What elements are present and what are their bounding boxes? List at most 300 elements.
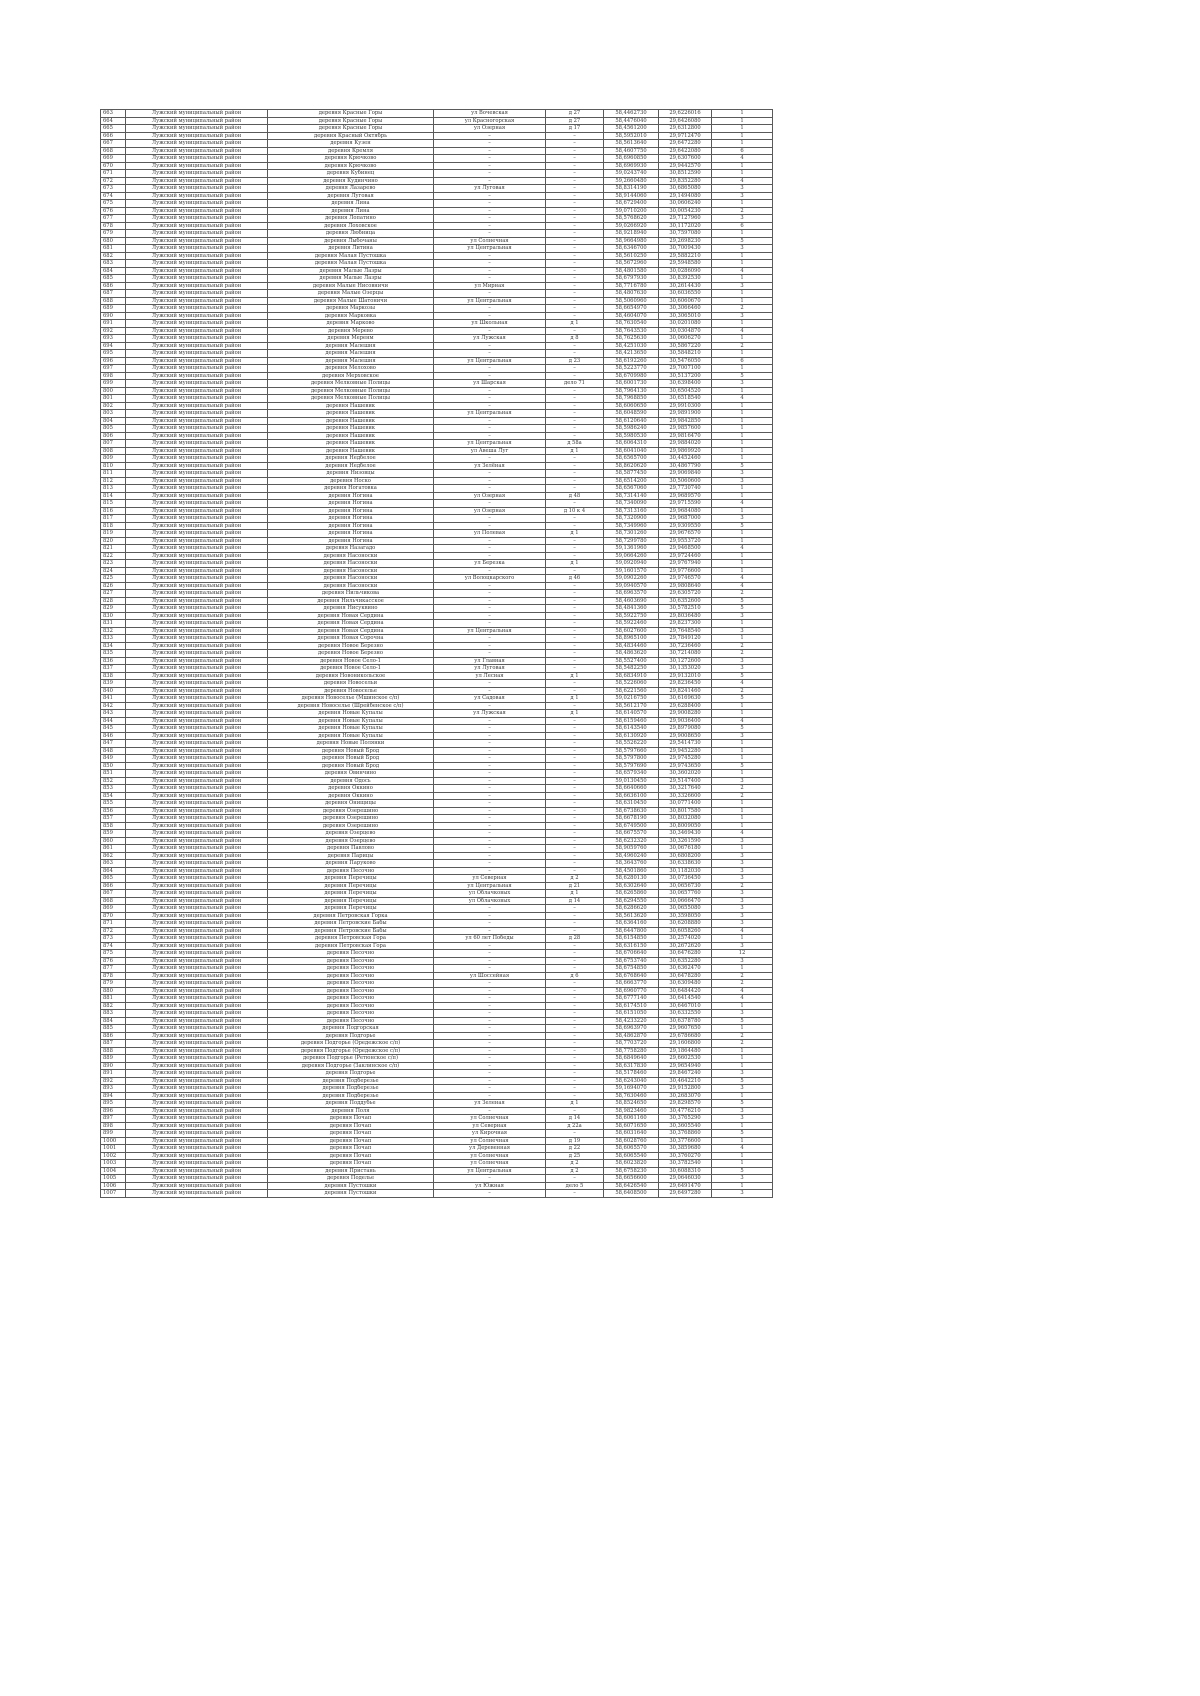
count-cell: 1 [712, 1002, 773, 1010]
table-row [101, 327, 773, 335]
house-cell: – [546, 867, 604, 875]
house-cell: д 22 [546, 1145, 604, 1153]
table-row [101, 185, 773, 193]
latitude-cell: 58,5980530 [604, 432, 659, 440]
row-number: 808 [101, 447, 126, 455]
settlement-cell: деревня Кремля [268, 147, 434, 155]
longitude-cell: 29,9687000 [659, 515, 712, 523]
street-cell: ул Центральная [434, 1167, 546, 1175]
table-row [101, 447, 773, 455]
row-number: 815 [101, 500, 126, 508]
latitude-cell: 58,6447800 [604, 927, 659, 935]
street-cell: – [434, 290, 546, 298]
street-cell: – [434, 515, 546, 523]
count-cell: 1 [712, 635, 773, 643]
row-number: 671 [101, 170, 126, 178]
district-cell: Лужский муниципальный район [126, 192, 268, 200]
count-cell: 1 [712, 350, 773, 358]
row-number: 684 [101, 267, 126, 275]
district-cell: Лужский муниципальный район [126, 215, 268, 223]
table-row [101, 957, 773, 965]
street-cell: – [434, 792, 546, 800]
latitude-cell: 58,5797800 [604, 755, 659, 763]
district-cell: Лужский муниципальный район [126, 470, 268, 478]
count-cell: 4 [712, 500, 773, 508]
count-cell: 4 [712, 582, 773, 590]
district-cell: Лужский муниципальный район [126, 350, 268, 358]
latitude-cell: 58,7313160 [604, 507, 659, 515]
longitude-cell: 30,3760270 [659, 1152, 712, 1160]
count-cell: 2 [712, 207, 773, 215]
latitude-cell: 58,4213650 [604, 350, 659, 358]
settlement-cell: деревня Новые Купалы [268, 717, 434, 725]
latitude-cell: 58,4603690 [604, 597, 659, 605]
house-cell: – [546, 1070, 604, 1078]
latitude-cell: 58,6027600 [604, 627, 659, 635]
street-cell: ул Центральная [434, 882, 546, 890]
district-cell: Лужский муниципальный район [126, 942, 268, 950]
count-cell: 2 [712, 1040, 773, 1048]
longitude-cell: 30,5476050 [659, 357, 712, 365]
table-row [101, 290, 773, 298]
count-cell: 3 [712, 1175, 773, 1183]
district-cell: Лужский муниципальный район [126, 1100, 268, 1108]
count-cell: 2 [712, 642, 773, 650]
row-number: 892 [101, 1077, 126, 1085]
street-cell: – [434, 192, 546, 200]
count-cell: 5 [712, 1167, 773, 1175]
count-cell: 1 [712, 387, 773, 395]
count-cell: 6 [712, 222, 773, 230]
district-cell: Лужский муниципальный район [126, 1130, 268, 1138]
longitude-cell: 29,9724460 [659, 552, 712, 560]
table-row [101, 1115, 773, 1123]
street-cell: – [434, 222, 546, 230]
row-number: 669 [101, 155, 126, 163]
row-number: 818 [101, 522, 126, 530]
latitude-cell: 58,4462730 [604, 110, 659, 118]
count-cell: 3 [712, 957, 773, 965]
district-cell: Лужский муниципальный район [126, 485, 268, 493]
latitude-cell: 58,5797660 [604, 747, 659, 755]
table-row [101, 605, 773, 613]
settlement-cell: деревня Почап [268, 1160, 434, 1168]
house-cell: – [546, 1002, 604, 1010]
settlement-cell: деревня Озерешино [268, 807, 434, 815]
street-cell: – [434, 537, 546, 545]
latitude-cell: 58,6768640 [604, 972, 659, 980]
house-cell: – [546, 635, 604, 643]
street-cell: – [434, 432, 546, 440]
count-cell: 1 [712, 1055, 773, 1063]
longitude-cell: 30,0656730 [659, 882, 712, 890]
longitude-cell: 29,8467240 [659, 1070, 712, 1078]
latitude-cell: 58,6280130 [604, 875, 659, 883]
row-number: 859 [101, 830, 126, 838]
district-cell: Лужский муниципальный район [126, 605, 268, 613]
table-row [101, 110, 773, 118]
latitude-cell: 58,6061160 [604, 1115, 659, 1123]
table-row [101, 147, 773, 155]
street-cell: – [434, 1190, 546, 1198]
street-cell: – [434, 207, 546, 215]
house-cell: – [546, 305, 604, 313]
street-cell: – [434, 957, 546, 965]
settlement-cell: деревня Петровская Горка [268, 912, 434, 920]
latitude-cell: 58,7301260 [604, 530, 659, 538]
district-cell: Лужский муниципальный район [126, 147, 268, 155]
district-cell: Лужский муниципальный район [126, 267, 268, 275]
district-cell: Лужский муниципальный район [126, 1092, 268, 1100]
street-cell: – [434, 905, 546, 913]
latitude-cell: 59,0710200 [604, 207, 659, 215]
table-row [101, 507, 773, 515]
longitude-cell: 30,2614430 [659, 282, 712, 290]
house-cell: – [546, 365, 604, 373]
street-cell: ул Северная [434, 1122, 546, 1130]
row-number: 807 [101, 440, 126, 448]
settlement-cell: деревня Красный Октябрь [268, 132, 434, 140]
row-number: 855 [101, 800, 126, 808]
longitude-cell: 30,6865080 [659, 185, 712, 193]
row-number: 837 [101, 665, 126, 673]
settlement-cell: деревня Новое Березно [268, 642, 434, 650]
street-cell: ул Лужская [434, 710, 546, 718]
count-cell: 3 [712, 920, 773, 928]
district-cell: Лужский муниципальный район [126, 402, 268, 410]
district-cell: Лужский муниципальный район [126, 552, 268, 560]
count-cell: 3 [712, 657, 773, 665]
longitude-cell: 30,6338630 [659, 860, 712, 868]
table-row [101, 867, 773, 875]
district-cell: Лужский муниципальный район [126, 260, 268, 268]
longitude-cell: 29,6307600 [659, 155, 712, 163]
house-cell: д 27 [546, 110, 604, 118]
row-number: 664 [101, 117, 126, 125]
house-cell: – [546, 267, 604, 275]
table-row [101, 785, 773, 793]
table-row [101, 732, 773, 740]
latitude-cell: 58,6294550 [604, 897, 659, 905]
district-cell: Лужский муниципальный район [126, 867, 268, 875]
count-cell: 3 [712, 477, 773, 485]
house-cell: – [546, 215, 604, 223]
longitude-cell: 29,9884020 [659, 440, 712, 448]
house-cell: – [546, 1062, 604, 1070]
table-row [101, 575, 773, 583]
house-cell: д 17 [546, 125, 604, 133]
latitude-cell: 58,6159460 [604, 717, 659, 725]
district-cell: Лужский муниципальный район [126, 875, 268, 883]
district-cell: Лужский муниципальный район [126, 530, 268, 538]
street-cell: – [434, 612, 546, 620]
settlement-cell: деревня Подберезье [268, 1092, 434, 1100]
row-number: 1002 [101, 1152, 126, 1160]
table-row [101, 402, 773, 410]
street-cell: – [434, 417, 546, 425]
table-row [101, 320, 773, 328]
district-cell: Лужский муниципальный район [126, 762, 268, 770]
settlement-cell: деревня Ногина [268, 515, 434, 523]
district-cell: Лужский муниципальный район [126, 957, 268, 965]
count-cell: 1 [712, 132, 773, 140]
table-row [101, 882, 773, 890]
count-cell: 1 [712, 560, 773, 568]
row-number: 678 [101, 222, 126, 230]
count-cell: 2 [712, 792, 773, 800]
settlements-table [100, 109, 773, 1198]
row-number: 693 [101, 335, 126, 343]
district-cell: Лужский муниципальный район [126, 432, 268, 440]
latitude-cell: 58,6656600 [604, 1175, 659, 1183]
district-cell: Лужский муниципальный район [126, 905, 268, 913]
table-row [101, 627, 773, 635]
house-cell: д 8 [546, 335, 604, 343]
table-row [101, 1040, 773, 1048]
longitude-cell: 29,2698230 [659, 237, 712, 245]
count-cell: 4 [712, 545, 773, 553]
street-cell: – [434, 582, 546, 590]
house-cell: – [546, 260, 604, 268]
settlement-cell: деревня Мелковные Полицы [268, 387, 434, 395]
settlement-cell: деревня Новый Брод [268, 762, 434, 770]
house-cell: д 19 [546, 1137, 604, 1145]
longitude-cell: 30,8392530 [659, 275, 712, 283]
street-cell: – [434, 552, 546, 560]
count-cell: 1 [712, 530, 773, 538]
house-cell: – [546, 620, 604, 628]
house-cell: – [546, 462, 604, 470]
table-row [101, 462, 773, 470]
district-cell: Лужский муниципальный район [126, 1025, 268, 1033]
count-cell: 2 [712, 650, 773, 658]
settlement-cell: деревня Мерховское [268, 372, 434, 380]
row-number: 823 [101, 560, 126, 568]
house-cell: д 1 [546, 890, 604, 898]
district-cell: Лужский муниципальный район [126, 1160, 268, 1168]
street-cell: – [434, 1175, 546, 1183]
latitude-cell: 58,7314140 [604, 492, 659, 500]
house-cell: – [546, 470, 604, 478]
count-cell: 1 [712, 260, 773, 268]
district-cell: Лужский муниципальный район [126, 687, 268, 695]
street-cell: – [434, 927, 546, 935]
table-row [101, 162, 773, 170]
table-row [101, 747, 773, 755]
latitude-cell: 58,6640660 [604, 785, 659, 793]
house-cell: д 1 [546, 447, 604, 455]
table-row [101, 192, 773, 200]
latitude-cell: 58,7320900 [604, 515, 659, 523]
count-cell: 1 [712, 965, 773, 973]
table-row [101, 1017, 773, 1025]
latitude-cell: 58,4607750 [604, 147, 659, 155]
count-cell: 4 [712, 575, 773, 583]
latitude-cell: 59,0266920 [604, 222, 659, 230]
count-cell: 3 [712, 192, 773, 200]
longitude-cell: 29,9715590 [659, 500, 712, 508]
settlement-cell: деревня Лазарево [268, 185, 434, 193]
settlement-cell: деревня Нашевик [268, 440, 434, 448]
longitude-cell: 29,6602530 [659, 1055, 712, 1063]
longitude-cell: 30,0304870 [659, 327, 712, 335]
street-cell: – [434, 252, 546, 260]
longitude-cell: 29,6288400 [659, 702, 712, 710]
street-cell: ул Полевая [434, 530, 546, 538]
latitude-cell: 58,8965100 [604, 635, 659, 643]
latitude-cell: 58,6140570 [604, 710, 659, 718]
street-cell: ул Центральная [434, 245, 546, 253]
row-number: 688 [101, 297, 126, 305]
district-cell: Лужский муниципальный район [126, 725, 268, 733]
street-cell: ул Центральная [434, 440, 546, 448]
settlement-cell: деревня Лопатино [268, 215, 434, 223]
house-cell: д 1 [546, 530, 604, 538]
settlement-cell: деревня Песочно [268, 995, 434, 1003]
document-page [100, 109, 773, 1198]
table-row [101, 935, 773, 943]
longitude-cell: 30,7597080 [659, 230, 712, 238]
count-cell: 1 [712, 807, 773, 815]
settlement-cell: деревня Почап [268, 1122, 434, 1130]
latitude-cell: 59,0243740 [604, 170, 659, 178]
count-cell: 4 [712, 987, 773, 995]
longitude-cell: 29,6305720 [659, 590, 712, 598]
row-number: 1005 [101, 1175, 126, 1183]
street-cell: – [434, 477, 546, 485]
latitude-cell: 58,6130920 [604, 732, 659, 740]
row-number: 674 [101, 192, 126, 200]
district-cell: Лужский муниципальный район [126, 447, 268, 455]
table-row [101, 132, 773, 140]
count-cell: 1 [712, 230, 773, 238]
district-cell: Лужский муниципальный район [126, 1137, 268, 1145]
latitude-cell: 58,5672960 [604, 260, 659, 268]
table-row [101, 140, 773, 148]
settlement-cell: деревня Мерево [268, 327, 434, 335]
district-cell: Лужский муниципальный район [126, 732, 268, 740]
house-cell: – [546, 275, 604, 283]
count-cell: 5 [712, 372, 773, 380]
table-row [101, 1190, 773, 1198]
settlement-cell: деревня Подгорье (Оредежское с/п) [268, 1047, 434, 1055]
street-cell: – [434, 800, 546, 808]
latitude-cell: 58,5797690 [604, 762, 659, 770]
table-row [101, 965, 773, 973]
district-cell: Лужский муниципальный район [126, 1002, 268, 1010]
count-cell: 1 [712, 140, 773, 148]
row-number: 842 [101, 702, 126, 710]
longitude-cell: 29,9808640 [659, 582, 712, 590]
latitude-cell: 58,4561200 [604, 125, 659, 133]
count-cell: 1 [712, 1062, 773, 1070]
house-cell: – [546, 140, 604, 148]
district-cell: Лужский муниципальный район [126, 635, 268, 643]
count-cell: 1 [712, 335, 773, 343]
latitude-cell: 58,6243040 [604, 1077, 659, 1085]
count-cell: 3 [712, 867, 773, 875]
row-number: 872 [101, 927, 126, 935]
row-number: 887 [101, 1040, 126, 1048]
house-cell: – [546, 170, 604, 178]
district-cell: Лужский муниципальный район [126, 1047, 268, 1055]
latitude-cell: 59,0664260 [604, 552, 659, 560]
latitude-cell: 58,6960850 [604, 155, 659, 163]
house-cell: – [546, 290, 604, 298]
table-row [101, 890, 773, 898]
district-cell: Лужский муниципальный район [126, 1077, 268, 1085]
house-cell: – [546, 327, 604, 335]
table-row [101, 260, 773, 268]
house-cell: – [546, 350, 604, 358]
longitude-cell: 30,6378780 [659, 1017, 712, 1025]
table-row [101, 852, 773, 860]
row-number: 825 [101, 575, 126, 583]
house-cell: – [546, 522, 604, 530]
latitude-cell: 58,6265860 [604, 890, 659, 898]
longitude-cell: 29,5948580 [659, 260, 712, 268]
row-number: 836 [101, 657, 126, 665]
district-cell: Лужский муниципальный район [126, 312, 268, 320]
house-cell: д 1 [546, 560, 604, 568]
street-cell: – [434, 920, 546, 928]
count-cell: 3 [712, 185, 773, 193]
street-cell: – [434, 147, 546, 155]
row-number: 840 [101, 687, 126, 695]
settlement-cell: деревня Низовцы [268, 470, 434, 478]
count-cell: 1 [712, 800, 773, 808]
longitude-cell: 30,3782540 [659, 1160, 712, 1168]
table-row [101, 410, 773, 418]
row-number: 885 [101, 1025, 126, 1033]
row-number: 828 [101, 597, 126, 605]
house-cell: – [546, 912, 604, 920]
table-row [101, 1145, 773, 1153]
district-cell: Лужский муниципальный район [126, 170, 268, 178]
row-number: 882 [101, 1002, 126, 1010]
row-number: 829 [101, 605, 126, 613]
latitude-cell: 58,4604070 [604, 312, 659, 320]
house-cell: д 14 [546, 897, 604, 905]
house-cell: – [546, 545, 604, 553]
latitude-cell: 58,5613620 [604, 912, 659, 920]
table-row [101, 665, 773, 673]
district-cell: Лужский муниципальный район [126, 657, 268, 665]
settlement-cell: деревня Мелковные Полицы [268, 395, 434, 403]
settlement-cell: деревня Петровская Гора [268, 942, 434, 950]
row-number: 841 [101, 695, 126, 703]
count-cell: 3 [712, 215, 773, 223]
settlement-cell: деревня Новая Сердина [268, 620, 434, 628]
table-row [101, 125, 773, 133]
table-row [101, 927, 773, 935]
row-number: 895 [101, 1100, 126, 1108]
district-cell: Лужский муниципальный район [126, 785, 268, 793]
district-cell: Лужский муниципальный район [126, 890, 268, 898]
longitude-cell: 30,0736450 [659, 875, 712, 883]
street-cell: – [434, 950, 546, 958]
settlement-cell: деревня Песочно [268, 957, 434, 965]
district-cell: Лужский муниципальный район [126, 935, 268, 943]
settlement-cell: деревня Перечицы [268, 897, 434, 905]
district-cell: Лужский муниципальный район [126, 207, 268, 215]
house-cell: д 27 [546, 117, 604, 125]
latitude-cell: 58,6346700 [604, 245, 659, 253]
district-cell: Лужский муниципальный район [126, 665, 268, 673]
house-cell: – [546, 1085, 604, 1093]
count-cell: 1 [712, 755, 773, 763]
settlement-cell: деревня Любница [268, 230, 434, 238]
